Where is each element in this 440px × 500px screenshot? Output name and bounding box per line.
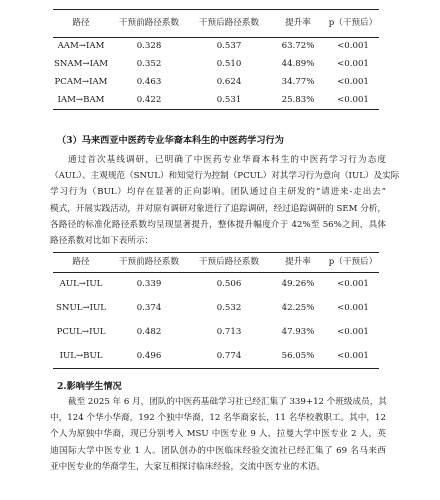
- cell-rate: 44.89%: [281, 59, 315, 70]
- cell-path: PCAM→IAM: [54, 77, 108, 88]
- table-row: [53, 56, 379, 74]
- cell-path: SNUL→IUL: [56, 303, 106, 314]
- header-post-coefficient: 干预后路径系数: [198, 257, 260, 268]
- cell-p: <0.001: [337, 279, 369, 290]
- cell-rate: 42.25%: [281, 303, 315, 314]
- paragraph-line: 路径系数对比如下表所示：: [50, 235, 154, 246]
- path-coefficient-table-1: [53, 9, 379, 110]
- paragraph-line: 个人为原独中华裔，现已分别考入 MSU 中医专业 9 人，拉曼大学中医专业 2 人，英: [50, 429, 386, 440]
- header-improvement-rate: 提升率: [285, 18, 311, 29]
- cell-pre: 0.463: [136, 77, 162, 88]
- table-row: [53, 74, 379, 92]
- paragraph-line: 迪国际大学中医专业 1 人。团队创办的中医临床经验交流社已经汇集了 69 名马来西: [50, 445, 386, 456]
- table-header-row: [53, 253, 379, 273]
- header-p-value: p（干预后）: [328, 18, 378, 29]
- cell-rate: 25.83%: [281, 94, 315, 105]
- paragraph-line: （AUL）、主观规范（SNUL）和知觉行为控制（PCUL）对其学习行为意向（IUL）及实际: [50, 171, 400, 182]
- cell-post: 0.774: [216, 350, 242, 361]
- header-p-value: p（干预后）: [328, 257, 378, 268]
- header-pre-coefficient: 干预前路径系数: [118, 257, 180, 268]
- cell-p: <0.001: [337, 59, 369, 70]
- section-3-heading: （3）马来西亚中医药专业华裔本科生的中医药学习行为: [57, 135, 284, 146]
- cell-post: 0.624: [216, 77, 242, 88]
- cell-post: 0.531: [216, 94, 242, 105]
- table-row: [53, 321, 379, 345]
- paragraph-line: 各路径的标准化路径系数均呈现显著提升，整体提升幅度介于 42%至 56%之间，具体: [50, 219, 386, 230]
- cell-p: <0.001: [337, 303, 369, 314]
- cell-post: 0.713: [216, 327, 242, 338]
- cell-rate: 56.05%: [281, 350, 315, 361]
- cell-path: AUL→IUL: [59, 279, 103, 290]
- paragraph-line: 中，124 个华小华裔，192 个独中华裔，12 名华裔家长，11 名华校教职工。其中，12: [50, 413, 386, 424]
- paragraph-line: 模式，开展实践活动，并对原有调研对象进行了追踪调研，经过追踪调研的 SEM 分析，: [50, 203, 386, 214]
- cell-post: 0.510: [216, 59, 242, 70]
- cell-pre: 0.374: [136, 303, 162, 314]
- table-row: [53, 345, 379, 369]
- cell-p: <0.001: [337, 327, 369, 338]
- cell-p: <0.001: [337, 350, 369, 361]
- cell-pre: 0.482: [136, 327, 162, 338]
- cell-rate: 47.93%: [281, 327, 315, 338]
- cell-post: 0.532: [216, 303, 242, 314]
- header-path: 路径: [72, 257, 90, 268]
- header-improvement-rate: 提升率: [285, 257, 311, 268]
- cell-p: <0.001: [337, 41, 369, 52]
- cell-rate: 34.77%: [281, 77, 315, 88]
- cell-path: PCUL→IUL: [56, 327, 106, 338]
- cell-p: <0.001: [337, 77, 369, 88]
- cell-post: 0.506: [216, 279, 242, 290]
- paragraph-line: 亚中医专业的华裔学生，大家互相探讨临床经验，交流中医专业的术语。: [50, 461, 326, 472]
- header-post-coefficient: 干预后路径系数: [198, 18, 260, 29]
- cell-rate: 49.26%: [281, 279, 315, 290]
- cell-pre: 0.339: [136, 279, 162, 290]
- cell-rate: 63.72%: [281, 41, 315, 52]
- paragraph-line: 通过首次基线调研，已明确了中医药专业华裔本科生的中医药学习行为态度: [68, 155, 386, 165]
- table-row: [53, 38, 379, 56]
- cell-path: IUL→BUL: [59, 350, 103, 361]
- cell-path: AAM→IAM: [57, 41, 105, 52]
- cell-post: 0.537: [216, 41, 242, 52]
- cell-pre: 0.496: [136, 350, 162, 361]
- cell-pre: 0.422: [136, 94, 162, 105]
- cell-pre: 0.352: [136, 59, 162, 70]
- cell-pre: 0.328: [136, 41, 162, 52]
- section-2-paragraph: [50, 394, 386, 475]
- table-row: [53, 92, 379, 110]
- cell-path: IAM→BAM: [57, 94, 105, 105]
- section-3-paragraph: [50, 152, 400, 249]
- table-header-row: [53, 10, 379, 38]
- paragraph-line: 学习行为（BUL）均存在显著的正向影响。团队通过自主研发的“请进来-走出去”: [50, 187, 386, 198]
- cell-path: SNAM→IAM: [53, 59, 108, 70]
- header-path: 路径: [72, 18, 90, 29]
- table-row: [53, 297, 379, 321]
- header-pre-coefficient: 干预前路径系数: [118, 18, 180, 29]
- paragraph-line: 截至 2025 年 6 月，团队的中医药基础学习社已经汇集了 339+12 个班级成员，其: [68, 397, 387, 407]
- cell-p: <0.001: [337, 94, 369, 105]
- table-row: [53, 273, 379, 297]
- path-coefficient-table-2: [53, 252, 379, 369]
- section-2-heading: 2.影响学生情况: [57, 381, 122, 392]
